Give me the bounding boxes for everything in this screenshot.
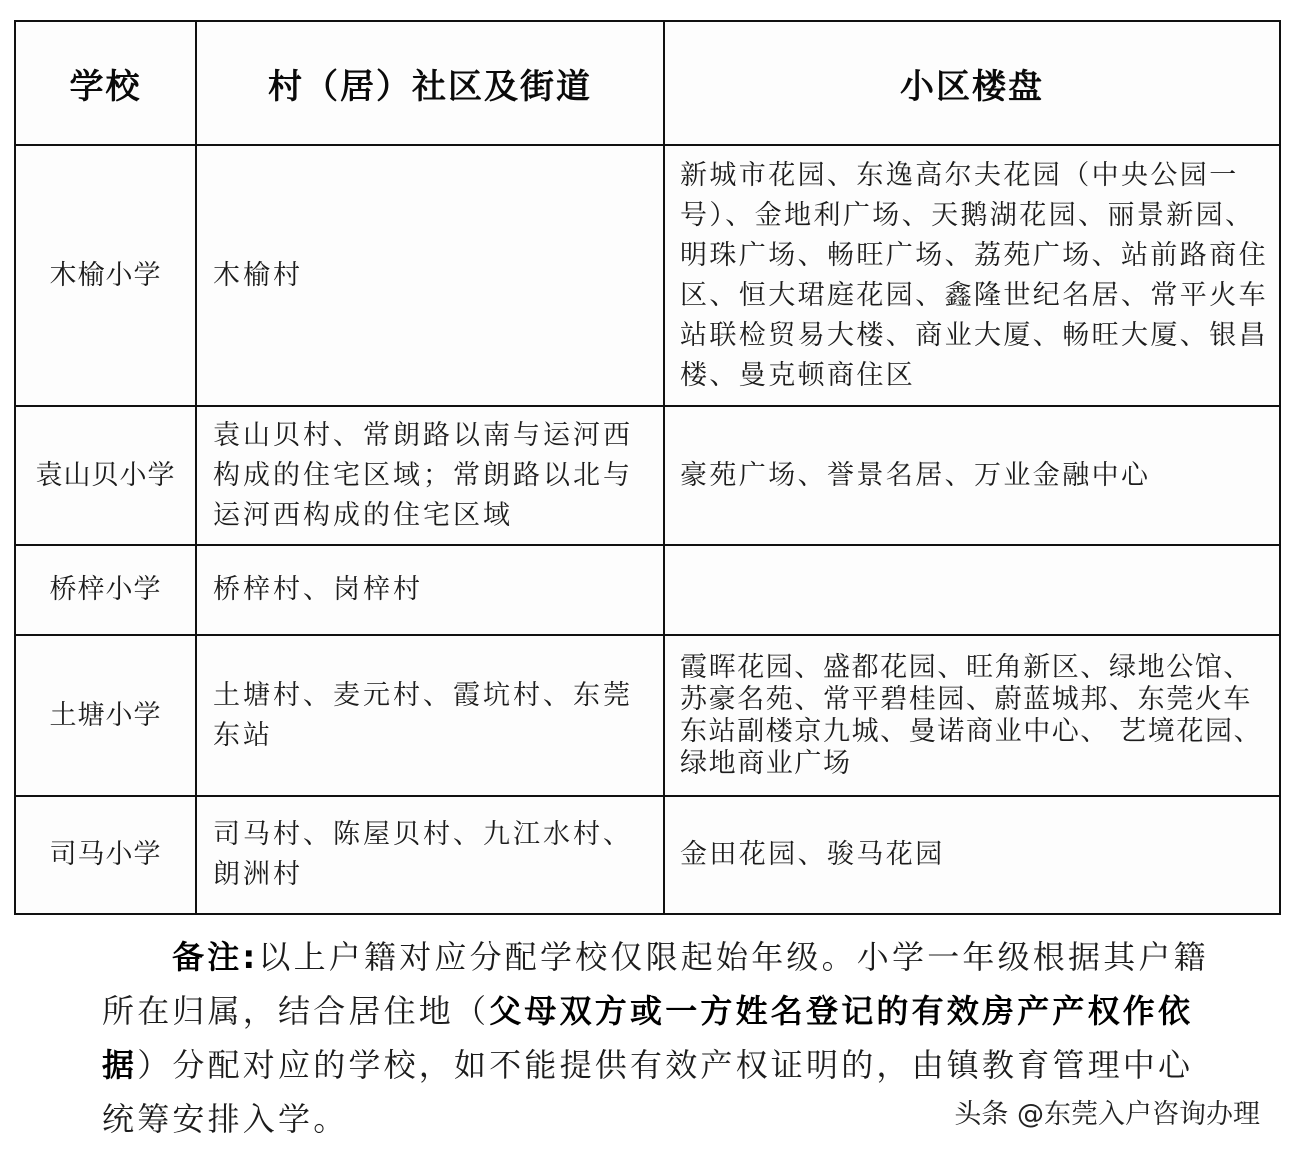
table-row [15,635,1280,796]
cell-community: 土塘村、麦元村、霞坑村、东莞东站 [196,635,664,796]
cell-community: 司马村、陈屋贝村、九江水村、朗洲村 [196,796,664,914]
remark-bold-text: 父母双方或一方姓名登记的有效房产产权作依据 [102,992,1194,1084]
header-community: 村（居）社区及街道 [196,21,664,145]
remark-label: 备注: [172,938,259,976]
table-row [15,145,1280,406]
cell-community: 木榆村 [196,145,664,406]
cell-estates: 新城市花园、东逸高尔夫花园（中央公园一号）、金地利广场、天鹅湖花园、丽景新园、明珠广场、畅旺广场、荔苑广场、站前路商住区、恒大珺庭花园、鑫隆世纪名居、常平火车站联检贸易大楼、商业大厦、畅旺大厦、银昌楼、曼克顿商住区 [664,145,1280,406]
cell-community: 桥梓村、岗梓村 [196,545,664,635]
cell-community: 袁山贝村、常朗路以南与运河西构成的住宅区域；常朗路以北与运河西构成的住宅区域 [196,406,664,545]
header-school: 学校 [15,21,196,145]
table-row [15,545,1280,635]
table-row [15,796,1280,914]
cell-school: 木榆小学 [15,145,196,406]
cell-estates: 金田花园、骏马花园 [664,796,1280,914]
school-district-table [14,20,1281,915]
table-row [15,406,1280,545]
cell-school: 土塘小学 [15,635,196,796]
watermark: 头条 @东莞入户咨询办理 [954,1099,1260,1130]
remark-text-1: 以上户籍对应分配学校仅限起始年级。小学一年级根据其户籍所在归属，结合居住地（ [102,938,1209,1030]
table-header-row [15,21,1280,145]
cell-school: 桥梓小学 [15,545,196,635]
header-estates: 小区楼盘 [664,21,1280,145]
cell-school: 司马小学 [15,796,196,914]
cell-school: 袁山贝小学 [15,406,196,545]
cell-estates: 豪苑广场、誉景名居、万业金融中心 [664,406,1280,545]
remark-text-2: ）分配对应的学校，如不能提供有效产权证明的，由镇教育管理中心统筹安排入学。 [102,1046,1194,1138]
cell-estates [664,545,1280,635]
cell-estates: 霞晖花园、盛都花园、旺角新区、绿地公馆、苏豪名苑、常平碧桂园、蔚蓝城邦、东莞火车东站副楼京九城、曼诺商业中心、 艺境花园、绿地商业广场 [664,635,1280,796]
